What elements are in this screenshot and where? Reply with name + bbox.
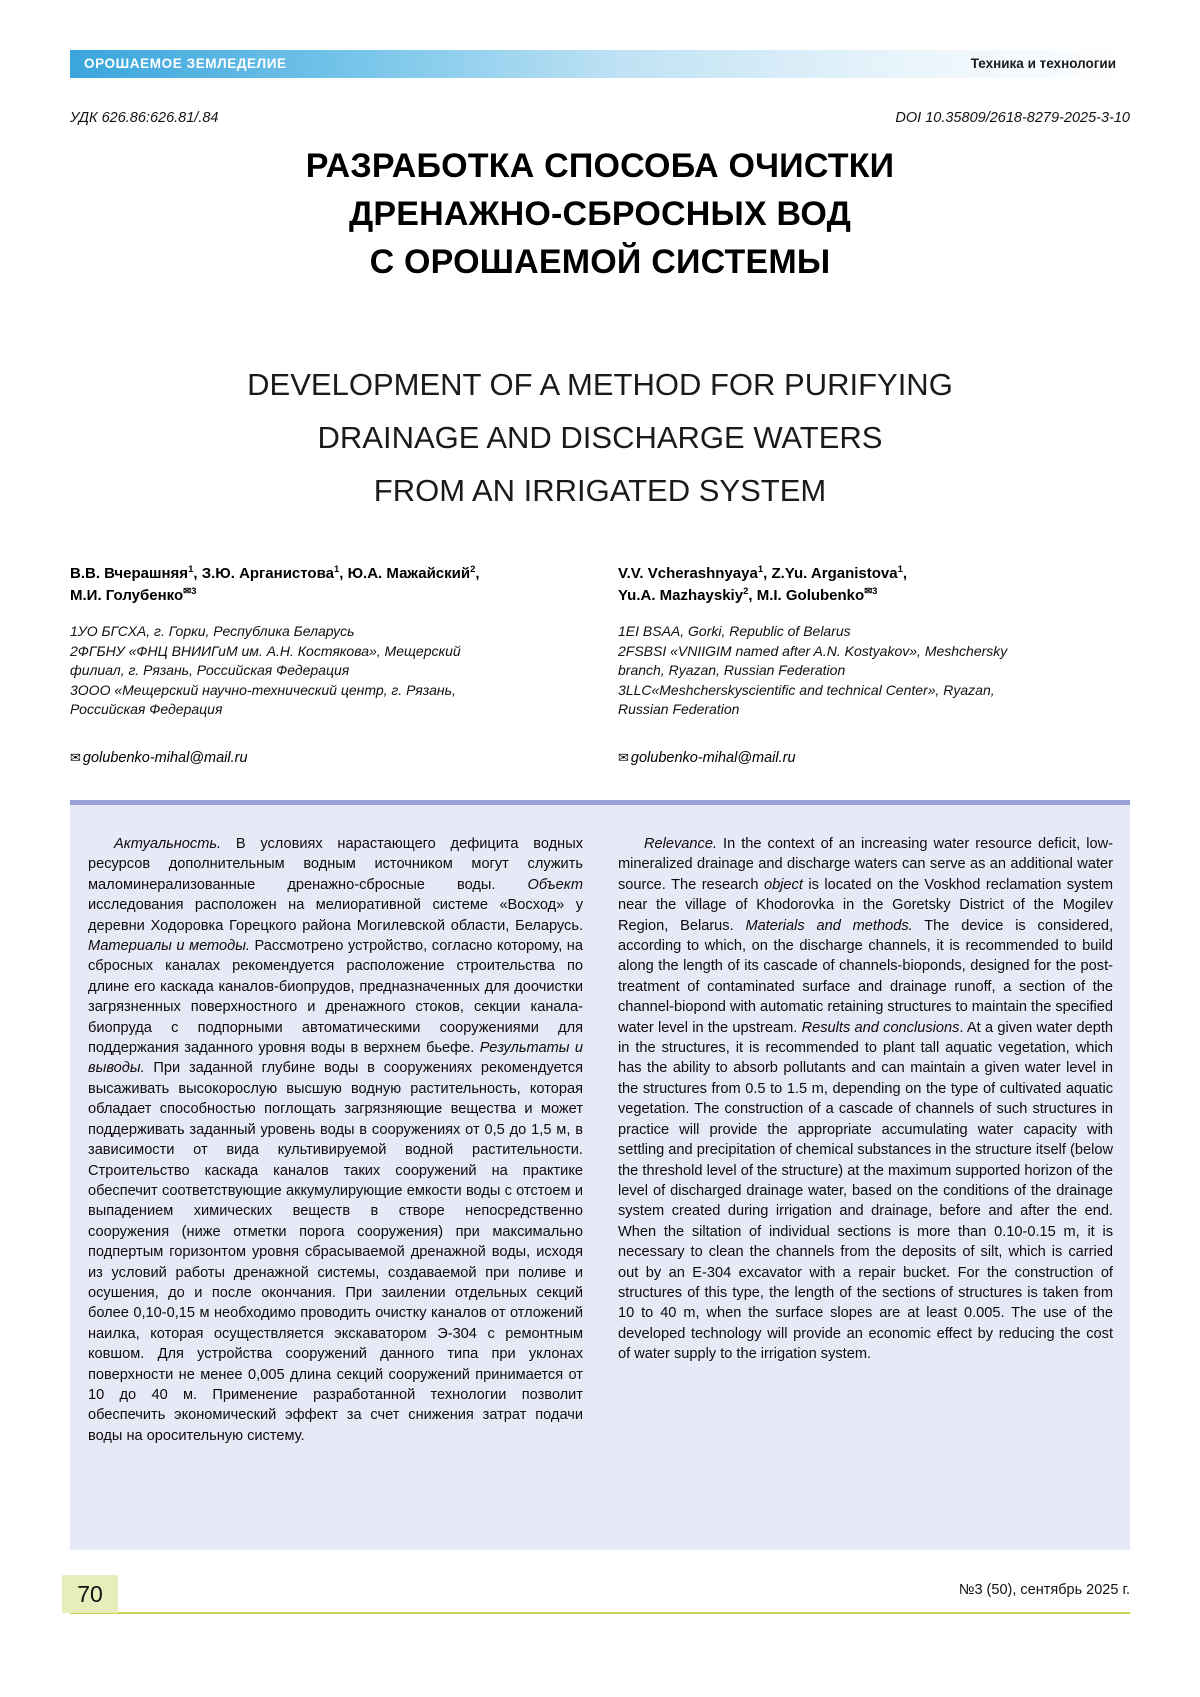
contact-email-en-text: golubenko-mihal@mail.ru — [630, 750, 796, 766]
abstract-ru-heading-3: Материалы и методы. — [88, 938, 250, 955]
affiliation-en-2: 2FSBSI «VNIIGIM named after A.N. Kostyakov», Meshchersky — [618, 642, 1008, 659]
authors-ru-line1: В.В. Вчерашняя$^1$, З.Ю. Арганистова$^1$, Ю.А. Мажайский$^2$, — [70, 564, 480, 582]
doi-code: DOI 10.35809/2618-8279-2025-3-10 — [895, 110, 1130, 126]
page-title-en-line3: FROM AN IRRIGATED SYSTEM — [373, 473, 827, 508]
udc-code: УДК 626.86:626.81/.84 — [70, 110, 219, 126]
abstract-en-heading-3: Materials and methods. — [745, 917, 913, 934]
envelope-icon: ✉ — [618, 750, 629, 765]
abstract-en-text-1: In the context of an increasing water resource deficit, low-mineralized drainage and discharge waters can serve as an additional water source. The research — [618, 836, 1113, 893]
affiliation-ru-1: 1УО БГСХА, г. Горки, Республика Беларусь — [70, 623, 355, 639]
abstract-ru — [88, 834, 583, 1446]
footer-rule — [70, 1612, 1130, 1614]
authors-ru — [70, 563, 550, 607]
envelope-icon: ✉ — [70, 750, 81, 765]
footer-issue-label: №3 (50), сентябрь 2025 г. — [958, 1582, 1130, 1598]
affiliation-ru-4: 3ООО «Мещерский научно-технический центр, г. Рязань, — [70, 681, 456, 698]
authors-en-line1: V.V. Vcherashnyaya$^1$, Z.Yu. Arganistova$^1$, — [618, 564, 908, 582]
abstract-en-text-4: . At a given water depth in the structures, it is recommended to plant tall aquatic vegetation, which has the ability to absorb pollutants and can maintain a given water level in the structures from 0.5 to 1.5 m, depending on the type of cultivated aquatic vegetation. The construction of a cascade of channels of such structures in practice will provide the appropriate accumulating water capacity with settling and precipitation of chemical substances in the structure itself (below the threshold level of the structure) at the maximum supported horizon of the level of discharged drainage water, based on the conditions of the drainage system created during irrigation and drainage, before and after the end. When the siltation of individual sections is more than 0.10-0.15 m, it is necessary to clean the channels from the deposits of silt, which is carried out by an E-304 excavator with a repair bucket. For the construction of structures of this type, the length of the sections of structures is taken from 10 to 40 m, when the surface slopes are at least 0.005. The use of the developed technology will provide an economic effect by reducing the cost of water supply to the irrigation system. — [618, 1019, 1114, 1363]
page-title-en-line1: DEVELOPMENT OF A METHOD FOR PURIFYING — [247, 367, 953, 402]
affiliations-en — [618, 622, 1108, 720]
authors-en-line2: Yu.A. Mazhayskiy$^2$, M.I. Golubenko$^{✉3}$ — [618, 586, 878, 604]
abstract-ru-heading-4: Результаты и выводы. — [88, 1040, 583, 1077]
page-number-badge: 70 — [62, 1575, 118, 1613]
abstract-en-text-3: The device is considered, according to which, on the discharge channels, it is recommended to build along the length of its cascade of channels-bioponds, designed for the post-treatment of contaminated surface and drainage runoff, a section of the channel-biopond with automatic retaining structures to maintain the specified water level in the upstream. — [618, 917, 1113, 1036]
affiliation-en-3: branch, Ryazan, Russian Federation — [618, 662, 846, 678]
page-title-ru — [100, 142, 1100, 286]
abstract-ru-text-3: Рассмотрено устройство, согласно которому, на сбросных каналах рекомендуется расположение строительства по длине его каскада каналов-биопрудов, предназначенных для доочистки загрязненных поверхностного и дренажного стоков, секции канала-биопруда с подпорными автоматическими сооружениями для поддержания заданного уровня воды в верхнем бьефе. — [88, 938, 583, 1057]
page-title-ru-line2: ДРЕНАЖНО-СБРОСНЫХ ВОД — [348, 195, 852, 233]
abstract-en-heading-4: Results and conclusions — [801, 1019, 960, 1036]
abstract-ru-text-4: При заданной глубине воды в сооружениях рекомендуется высаживать высокорослую высшую водную растительность, которая обладает способностью поглощать загрязняющие вещества и может поддерживать заданный уровень воды в сооружениях от 0,5 до 1,5 м, в зависимости от вида культивируемой водной растительности. Строительство каскада каналов таких сооружений на практике обеспечит соответствующие аккумулирующие емкости воды с отстоем и выпадением химических веществ в створе непосредственно сооружения (ниже отметки порога сооружения) при максимально подпертым горизонтом уровня сбрасываемой дренажной воды, исходя из условий работы дренажной системы, создаваемой при поливе и осушения, до и после окончания. При заилении отдельных секций более 0,10-0,15 м необходимо проводить очистку каналов от отложений наилка, которая осуществляется экскаватором Э-304 с ремонтным ковшом. Для устройства сооружений данного типа при уклонах поверхности не менее 0,005 длина секций сооружений принимается от 10 до 40 м. Применение разработанной технологии позволит обеспечить экономический эффект за счет снижения затрат подачи воды на оросительную систему. — [88, 1060, 583, 1444]
abstract-ru-text-1: В условиях нарастающего дефицита водных ресурсов дополнительным водным источником могут служить маломинерализованные дренажно-сбросные воды. — [88, 836, 583, 893]
affiliation-en-5: Russian Federation — [618, 701, 740, 717]
page-title-en — [100, 358, 1100, 517]
contact-email-en[interactable] — [618, 750, 1108, 766]
contact-email-ru[interactable] — [70, 750, 550, 766]
header-section-label: ОРОШАЕМОЕ ЗЕМЛЕДЕЛИЕ — [84, 56, 287, 71]
affiliations-ru — [70, 622, 550, 720]
abstract-en-heading-2: object — [763, 876, 803, 893]
abstract-ru-heading-2: Объект — [527, 876, 583, 893]
affiliation-ru-3: филиал, г. Рязань, Российская Федерация — [70, 662, 350, 678]
affiliation-en-4: 3LLC«Meshcherskyscientific and technical Center», Ryazan, — [618, 681, 995, 698]
affiliation-ru-5: Российская Федерация — [70, 701, 223, 717]
contact-email-ru-text: golubenko-mihal@mail.ru — [82, 750, 248, 766]
abstract-ru-heading-1: Актуальность. — [114, 836, 222, 852]
abstract-en-text-2: is located on the Voskhod reclamation system near the village of Khodorovka in the Goretsky District of the Mogilev Region, Belarus. — [618, 876, 1113, 934]
page-title-ru-line1: РАЗРАБОТКА СПОСОБА ОЧИСТКИ — [305, 147, 895, 185]
header-rubric-label: Техника и технологии — [970, 56, 1116, 71]
abstract-en-heading-1: Relevance. — [644, 836, 718, 852]
page-title-ru-line3: С ОРОШАЕМОЙ СИСТЕМЫ — [369, 243, 831, 281]
affiliation-ru-2: 2ФГБНУ «ФНЦ ВНИИГиМ им. А.Н. Костякова», Мещерский — [70, 642, 461, 659]
affiliation-en-1: 1EI BSAA, Gorki, Republic of Belarus — [618, 623, 851, 639]
page-title-en-line2: DRAINAGE AND DISCHARGE WATERS — [317, 420, 883, 455]
authors-en — [618, 563, 1108, 607]
abstract-top-rule — [70, 800, 1130, 805]
authors-ru-line2: М.И. Голубенко$^{✉3}$ — [70, 586, 197, 604]
abstract-ru-text-2: исследования расположен на мелиоративной системе «Восход» у деревни Ходоровка Горецкого района Могилевской области, Беларусь. — [88, 897, 583, 934]
abstract-en — [618, 834, 1113, 1365]
